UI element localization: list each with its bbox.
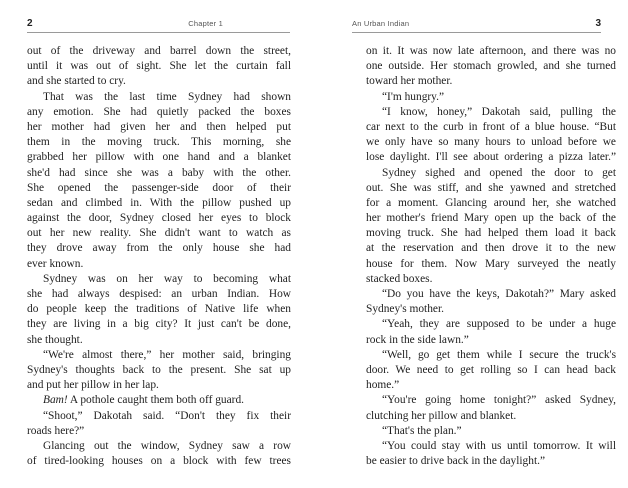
text-line: at the reservation and then drove it to the new <box>366 242 616 255</box>
text-line: stacked boxes. <box>366 272 433 285</box>
text-line: out of the driveway and barrel down the street, <box>27 45 291 57</box>
text-line: Sydney sighed and opened the door to get <box>382 166 616 179</box>
left-running-head: Chapter 1 <box>188 19 223 28</box>
text-line: rock in the side lawn.” <box>366 333 469 346</box>
text-line: clutching her pillow and blanket. <box>366 409 517 422</box>
text-line: Sydney's mother. <box>366 303 444 316</box>
text-line: she'd had since she was a baby with the other. <box>27 166 291 179</box>
left-page-header <box>27 20 290 33</box>
text-line: out her new reality. She didn't want to watch as <box>27 227 291 240</box>
text-line: Sydney's thoughts back to the present. She sat up <box>27 363 291 376</box>
italic-word: Bam! <box>43 394 68 407</box>
right-page-body <box>366 44 616 469</box>
text-line: do people keep the traditions of Native life when <box>27 303 291 316</box>
text-line: we only have so many hours to unload before we <box>366 136 616 149</box>
text-line: “Well, go get them while I secure the truck's <box>382 348 616 361</box>
text-line: She opened the passenger-side door of their <box>27 181 291 194</box>
text-line: sedan and climbed in. With the pillow pushed up <box>27 196 291 209</box>
text-line: her mother had given her and then helped put <box>27 120 291 133</box>
text-line: That was the last time Sydney had shown <box>43 90 291 103</box>
text-line: one outside. Her stomach growled, and she turned <box>366 60 616 73</box>
text-line: home.” <box>366 379 400 392</box>
text-line: “I know, honey,” Dakotah said, pulling the <box>382 105 616 118</box>
text-line: until it was out of sight. She let the curtain fall <box>27 60 291 73</box>
text-line: “That's the plan.” <box>382 424 462 437</box>
text-line: roads here?” <box>27 424 85 437</box>
text-line: she had always despised: an urban Indian. How <box>27 288 291 300</box>
text-line: lose daylight. I'll see about ordering a pizza later.” <box>366 151 616 164</box>
right-running-head: An Urban Indian <box>352 19 410 28</box>
text-line: out. She was stiff, and she yawned and stretched <box>366 181 616 194</box>
right-page-number: 3 <box>595 18 601 29</box>
left-page-body <box>27 44 291 469</box>
right-page <box>314 0 628 488</box>
text-line: “You're going home tonight?” asked Sydney, <box>382 394 616 407</box>
right-page-header <box>352 20 601 33</box>
text-line: grabbed her pillow with one hand and a blanket <box>27 151 291 164</box>
text-line: and she started to cry. <box>27 75 126 88</box>
text-line: toward her mother. <box>366 75 453 88</box>
text-line: for a moment. Glancing around her, she watched <box>366 196 616 209</box>
text-line: “We're almost there,” her mother said, bringing <box>43 348 291 361</box>
text-line: “Yeah, they are supposed to be under a huge <box>382 318 616 331</box>
text-line: Glancing out the window, Sydney saw a row <box>43 439 291 452</box>
text-line: moving truck. She had helped them load it back <box>366 227 616 240</box>
text-line: any emotion. She had quietly packed the boxes <box>27 105 291 118</box>
text-line: her mother's friend Mary open up the back of the <box>366 212 616 225</box>
text-line: on it. It was now late afternoon, and there was no <box>366 45 616 57</box>
text-line: car next to the curb in front of a blue house. “But <box>366 120 616 133</box>
text-line <box>27 393 291 408</box>
text-line: they are living in a big city? It just can't be done, <box>27 318 291 331</box>
text-line: “Do you have the keys, Dakotah?” Mary asked <box>382 288 616 300</box>
text-line: of tired-looking houses on a block with few trees <box>27 455 291 468</box>
text-line: she thought. <box>27 333 83 346</box>
left-page-number: 2 <box>27 18 33 29</box>
text-line: them in the moving truck. This morning, she <box>27 136 291 149</box>
text-line: be easier to drive back in the daylight.” <box>366 455 546 468</box>
text-line: “I'm hungry.” <box>382 90 445 103</box>
text-line: against the door, Sydney closed her eyes to block <box>27 212 291 225</box>
text-line: “You could stay with us until tomorrow. It will <box>382 439 616 452</box>
text-line-rest: A pothole caught them both off guard. <box>69 394 245 407</box>
text-line: “Shoot,” Dakotah said. “Don't they fix their <box>43 409 291 422</box>
text-line: Sydney was on her way to becoming what <box>43 272 291 285</box>
text-line: house for them. Now Mary surveyed the neatly <box>366 257 616 270</box>
text-line: ever known. <box>27 257 84 270</box>
text-line: door. We need to get rolling so I can head back <box>366 363 616 376</box>
text-line: they drove away from the only house she had <box>27 242 291 255</box>
text-line: and put her pillow in her lap. <box>27 379 159 392</box>
